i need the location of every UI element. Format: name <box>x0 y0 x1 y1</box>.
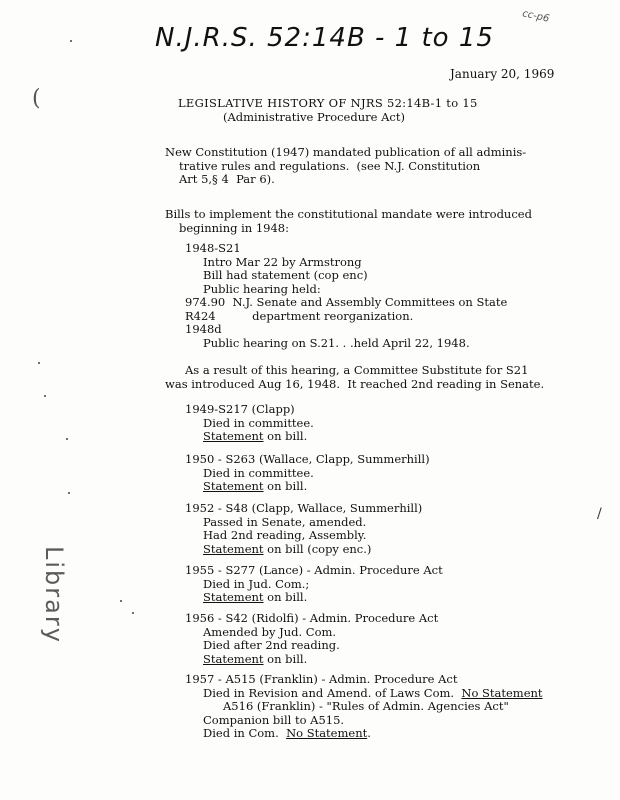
scan-speck <box>70 40 72 42</box>
text-line <box>185 480 430 494</box>
text-line: New Constitution (1947) mandated publication of all adminis- <box>165 145 527 159</box>
text-line: Public hearing held: <box>203 281 321 296</box>
result-paragraph <box>165 364 544 391</box>
bill-heading: 1948-S21 <box>185 241 241 255</box>
text-line: Public hearing on S.21. . .held April 22, 1948. <box>203 335 470 350</box>
no-statement-underlined: No Statement <box>286 726 368 740</box>
text-fragment: Died in Revision and Amend. of Laws Com. <box>203 685 462 700</box>
text-line <box>185 591 443 605</box>
text-line: Intro Mar 22 by Armstrong <box>203 254 362 269</box>
bill-1955-entry <box>185 564 443 605</box>
margin-mark: ( <box>32 86 41 111</box>
text-fragment: on bill. <box>263 590 308 604</box>
text-fragment: on bill. <box>263 479 308 493</box>
bill-heading: 1957 - A515 (Franklin) - Admin. Procedure Act <box>185 672 458 686</box>
text-fragment: . <box>367 726 371 740</box>
scan-speck <box>66 438 68 440</box>
text-line <box>185 543 422 557</box>
text-line: Art 5,§ 4 Par 6). <box>179 172 275 186</box>
statement-underlined: Statement <box>203 429 264 443</box>
text-line: Passed in Senate, amended. <box>203 514 367 529</box>
text-line: Companion bill to A515. <box>203 712 345 727</box>
text-line <box>185 653 438 667</box>
text-line: Died in Jud. Com.; <box>203 576 310 591</box>
call-number-line: R424 department reorganization. <box>185 308 414 323</box>
text-fragment: on bill. <box>263 651 308 666</box>
corner-handwritten-note: cc-p6 <box>521 8 551 25</box>
text-line: trative rules and regulations. (see N.J. Constitution <box>179 158 481 173</box>
intro-paragraph-1 <box>165 146 526 187</box>
text-line: Amended by Jud. Com. <box>203 624 337 639</box>
library-stamp: Library <box>40 546 68 644</box>
text-line <box>185 727 543 741</box>
bill-1956-entry <box>185 612 438 666</box>
text-line: Had 2nd reading, Assembly. <box>203 528 367 542</box>
scan-speck <box>44 395 46 397</box>
text-line <box>185 430 314 444</box>
title-line-1: LEGISLATIVE HISTORY OF NJRS 52:14B-1 to 15 <box>178 96 478 110</box>
handwritten-statute-reference: N.J.R.S. 52:14B - 1 to 15 <box>155 23 494 53</box>
text-line: was introduced Aug 16, 1948. It reached 2nd reading in Senate. <box>165 376 545 391</box>
text-line: Bills to implement the constitutional mandate were introduced <box>165 207 532 221</box>
title-line-2: (Administrative Procedure Act) <box>223 109 405 124</box>
text-line <box>185 687 543 701</box>
bill-1950-entry <box>185 453 430 494</box>
bill-1949-entry <box>185 403 314 444</box>
statement-underlined: Statement <box>203 479 264 493</box>
text-line: A516 (Franklin) - "Rules of Admin. Agencies Act" <box>223 699 509 713</box>
statement-underlined: Statement <box>203 590 264 604</box>
text-line: As a result of this hearing, a Committee Substitute for S21 <box>185 363 529 377</box>
no-statement-underlined: No Statement <box>461 685 543 700</box>
bill-heading: 1950 - S263 (Wallace, Clapp, Summerhill) <box>185 452 430 466</box>
text-line: Died in committee. <box>203 415 314 430</box>
scan-speck <box>120 600 122 602</box>
bill-heading: 1956 - S42 (Ridolfi) - Admin. Procedure Act <box>185 611 439 625</box>
scan-speck <box>68 492 70 494</box>
bill-1952-entry <box>185 502 422 556</box>
call-number-line: 974.90 N.J. Senate and Assembly Committees on State <box>185 295 508 309</box>
statement-underlined: Statement <box>203 541 264 556</box>
text-line: Bill had statement (cop enc) <box>203 268 368 282</box>
bill-heading: 1955 - S277 (Lance) - Admin. Procedure Act <box>185 563 443 577</box>
document-title <box>178 97 478 124</box>
text-line: beginning in 1948: <box>179 220 290 235</box>
text-line: Died in committee. <box>203 465 314 480</box>
document-date: January 20, 1969 <box>450 67 555 81</box>
intro-paragraph-2 <box>165 208 532 235</box>
bill-1948-entry <box>185 242 507 350</box>
scan-speck <box>132 612 134 614</box>
text-fragment: on bill (copy enc.) <box>263 541 372 556</box>
scan-speck <box>38 362 40 364</box>
call-number-line: 1948d <box>185 322 222 336</box>
text-fragment: on bill. <box>263 429 308 443</box>
margin-slash-mark: / <box>597 506 602 522</box>
bill-heading: 1952 - S48 (Clapp, Wallace, Summerhill) <box>185 501 423 515</box>
bill-1957-entry <box>185 673 543 741</box>
bill-heading: 1949-S217 (Clapp) <box>185 402 295 416</box>
statement-underlined: Statement <box>203 651 264 666</box>
text-line: Died after 2nd reading. <box>203 638 340 652</box>
text-fragment: Died in Com. <box>203 726 287 740</box>
